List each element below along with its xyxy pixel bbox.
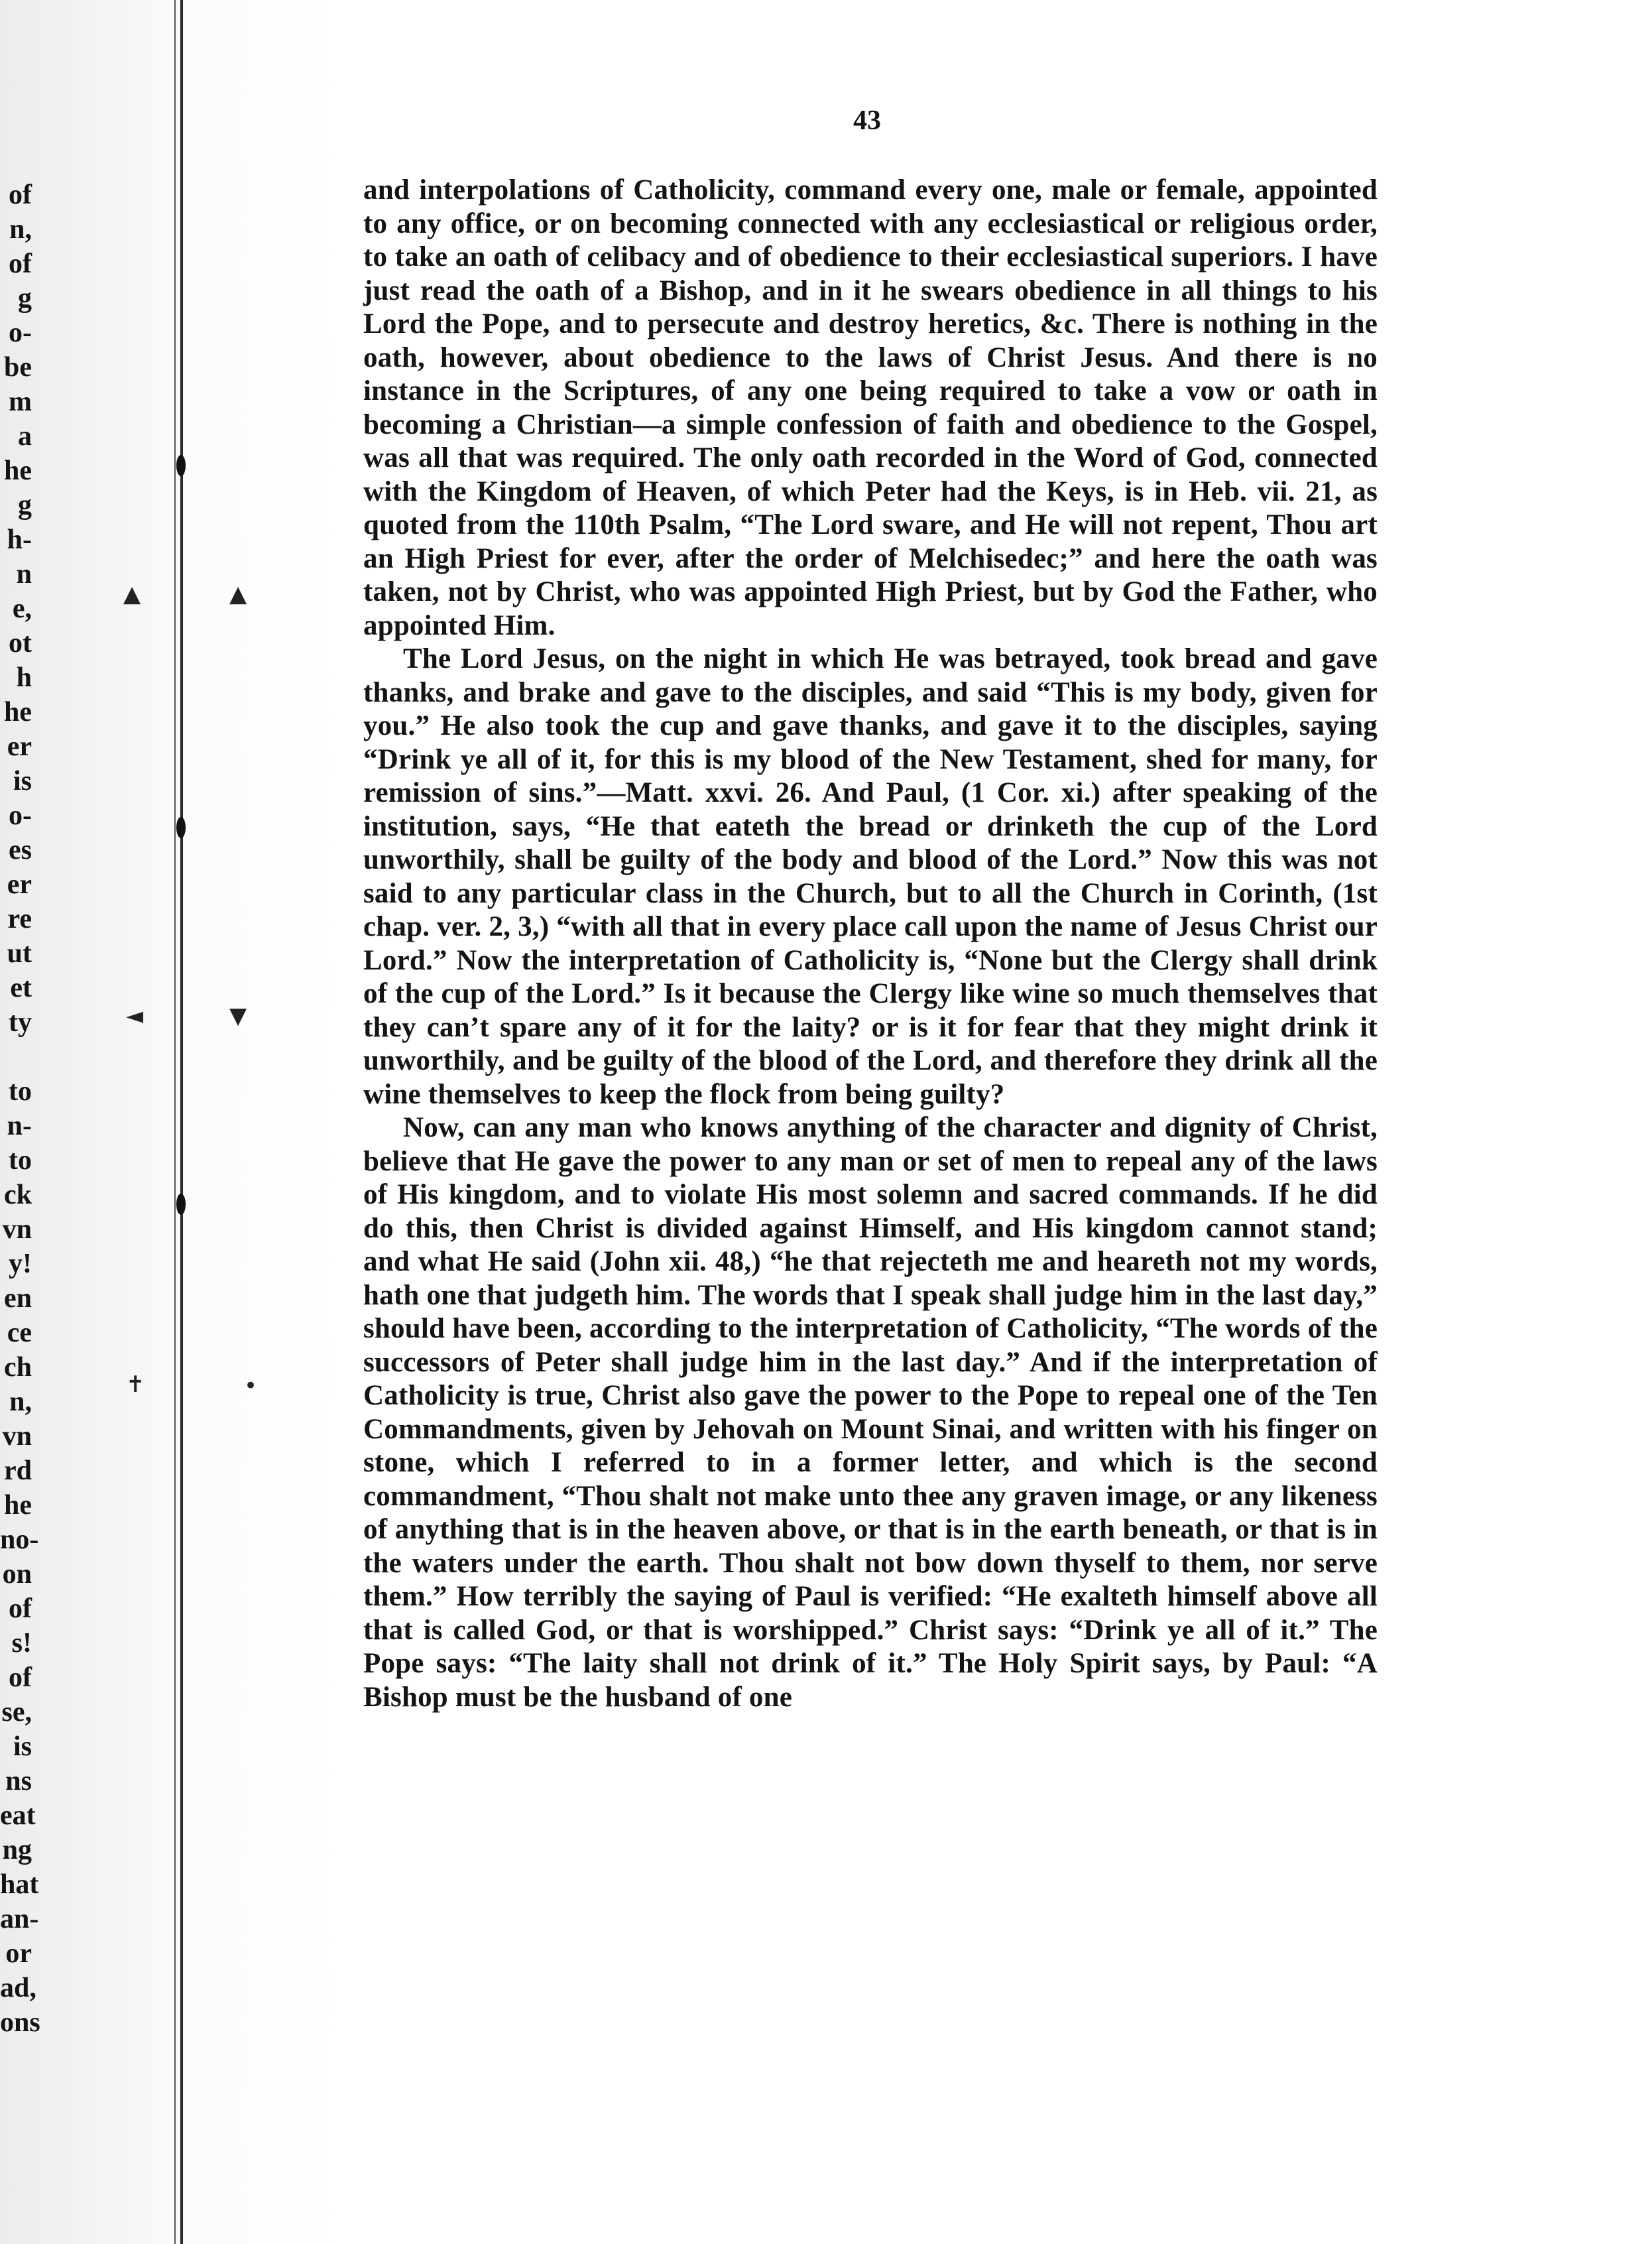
- margin-fragment: o-: [9, 800, 32, 831]
- binding-hole-mark: [176, 455, 186, 476]
- margin-fragment: s!: [11, 1628, 32, 1658]
- margin-fragment: ch: [4, 1352, 32, 1383]
- margin-fragment: ce: [7, 1318, 32, 1348]
- margin-fragment: of: [9, 249, 32, 279]
- margin-fragment: vn: [2, 1421, 32, 1452]
- margin-fragment: is: [13, 1731, 32, 1762]
- margin-fragment: n: [16, 559, 32, 590]
- margin-fragment: er: [7, 869, 32, 900]
- margin-fragment: n,: [9, 1387, 32, 1417]
- margin-fragment: ty: [9, 1007, 32, 1038]
- margin-fragment: ad,: [0, 1973, 36, 2003]
- page-number: 43: [853, 105, 881, 136]
- margin-fragment: n,: [9, 214, 32, 245]
- margin-fragment: he: [4, 1490, 32, 1521]
- margin-fragment: rd: [4, 1456, 32, 1486]
- stitch-mark-icon: ▲: [123, 581, 141, 607]
- margin-fragment: no-: [0, 1525, 39, 1555]
- margin-fragment: et: [10, 973, 32, 1003]
- margin-fragment: g: [18, 283, 32, 314]
- margin-fragment: of: [9, 1662, 32, 1693]
- margin-fragment: g: [18, 490, 32, 521]
- margin-fragment: he: [4, 697, 32, 727]
- margin-fragment: to: [9, 1076, 32, 1107]
- stitch-mark-icon: ▼: [229, 1003, 247, 1029]
- paragraph-3: Now, can any man who knows anything of the character and dignity of Christ, believe that He gave the power to any man or set of men to repeal any of the laws of His kingdom, and to violate His most solemn and sacred commands. If he did do this, then Christ is divided against Himself, and His kingdom cannot stand; and what He said (John xii. 48,) “he that rejecteth me and heareth not my words, hath one that judgeth him. The words that I speak shall judge him in the last day,” should have been, according to the interpretation of Catholicity, “The words of the successors of Peter shall judge him in the last day.” And if the interpretation of Catholicity is true, Christ also gave the power to the Pope to repeal one of the Ten Commandments, given by Jehovah on Mount Sinai, and written with his finger on stone, which I referred to in a former letter, and which is the second commandment, “Thou shalt not make unto thee any graven image, or any likeness of anything that is in the heaven above, or that is in the earth beneath, or that is in the waters under the earth. Thou shalt not bow down thyself to them, nor serve them.” How terribly the saying of Paul is verified: “He exalteth himself above all that is called God, or that is worshipped.” Christ says: “Drink ye all of it.” The Pope says: “The laity shall not drink of it.” The Holy Spirit says, by Paul: “A Bishop must be the husband of one: [363, 1112, 1378, 1713]
- margin-fragment: he: [4, 456, 32, 486]
- stitch-mark-icon: ✝: [126, 1371, 145, 1398]
- margin-fragment: o-: [9, 318, 32, 348]
- margin-fragment: er: [7, 731, 32, 762]
- margin-fragment: en: [4, 1283, 32, 1314]
- paragraph-2: The Lord Jesus, on the night in which He was betrayed, took bread and gave thanks, and brake and gave to the disciples, and said “This is my body, given for you.” He also took the cup and gave thanks, and gave it to the disciples, saying “Drink ye all of it, for this is my blood of the New Testament, shed for many, for remission of sins.”—Matt. xxvi. 26. And Paul, (1 Cor. xi.) after speaking of the institution, says, “He that eateth the bread or drinketh the cup of the Lord unworthily, shall be guilty of the body and blood of the Lord.” Now this was not said to any particular class in the Church, but to all the Church in Corinth, (1st chap. ver. 2, 3,) “with all that in every place call upon the name of Jesus Christ our Lord.” Now the interpretation of Catholicity is, “None but the Clergy shall drink of the cup of the Lord.” Is it because the Clergy like wine so much themselves that they can’t spare any of it for the laity? or is it for fear that they might drink it unworthily, and be guilty of the blood of the Lord, and therefore they drink all the wine themselves to keep the flock from being guilty?: [363, 643, 1378, 1110]
- margin-fragment: ck: [4, 1180, 32, 1210]
- margin-fragment: re: [7, 904, 32, 934]
- margin-fragment: an-: [0, 1904, 39, 1934]
- margin-fragment: of: [9, 1593, 32, 1624]
- margin-fragment: [0, 1040, 32, 1074]
- margin-fragment: is: [13, 766, 32, 796]
- margin-fragment: on: [2, 1559, 32, 1590]
- previous-page-margin-fragments: [0, 178, 40, 2040]
- paragraph-1: and interpolations of Catholicity, command every one, male or female, appointed to any office, or on becoming connected with any ecclesiastical or religious order, to take an oath of celibacy and of obedience to their ecclesiastical superiors. I have just read the oath of a Bishop, and in it he swears obedience in all things to his Lord the Pope, and to persecute and destroy heretics, &c. There is nothing in the oath, however, about obedience to the laws of Christ Jesus. And there is no instance in the Scriptures, of any one being required to take a vow or oath in becoming a Christian—a simple confession of faith and obedience to the Gospel, was all that was required. The only oath recorded in the Word of God, connected with the Kingdom of Heaven, of which Peter had the Keys, is in Heb. vii. 21, as quoted from the 110th Psalm, “The Lord sware, and He will not repent, Thou art an High Priest for ever, after the order of Melchisedec;” and here the oath was taken, not by Christ, who was appointed High Priest, but by God the Father, who appointed Him.: [363, 174, 1378, 641]
- binding-gutter-edge: [174, 0, 176, 2244]
- margin-fragment: h-: [7, 525, 32, 555]
- margin-fragment: ot: [9, 628, 32, 658]
- binding-gutter-line: [180, 0, 183, 2244]
- margin-fragment: e,: [12, 593, 32, 624]
- margin-fragment: be: [4, 352, 32, 383]
- body-text: [363, 174, 1378, 1714]
- margin-fragment: y!: [9, 1249, 32, 1279]
- margin-fragment: ons: [0, 2007, 40, 2038]
- margin-fragment: ut: [7, 938, 32, 969]
- margin-fragment: a: [18, 421, 32, 452]
- binding-hole-mark: [176, 817, 186, 838]
- stitch-mark-icon: ◄: [126, 1003, 144, 1029]
- binding-hole-mark: [176, 1194, 186, 1215]
- margin-fragment: ng: [2, 1835, 32, 1865]
- margin-fragment: or: [5, 1938, 32, 1969]
- margin-fragment: ns: [5, 1766, 32, 1796]
- margin-fragment: es: [9, 835, 32, 865]
- margin-fragment: n-: [7, 1111, 32, 1141]
- margin-fragment: to: [9, 1145, 32, 1176]
- margin-fragment: of: [9, 180, 32, 210]
- margin-fragment: vn: [2, 1214, 32, 1245]
- margin-fragment: m: [9, 387, 32, 417]
- margin-fragment: se,: [1, 1697, 32, 1727]
- margin-fragment: hat: [0, 1869, 39, 1900]
- stitch-mark-icon: •: [244, 1373, 258, 1399]
- margin-fragment: h: [16, 662, 32, 693]
- stitch-mark-icon: ▲: [229, 581, 247, 607]
- margin-fragment: eat: [0, 1800, 36, 1831]
